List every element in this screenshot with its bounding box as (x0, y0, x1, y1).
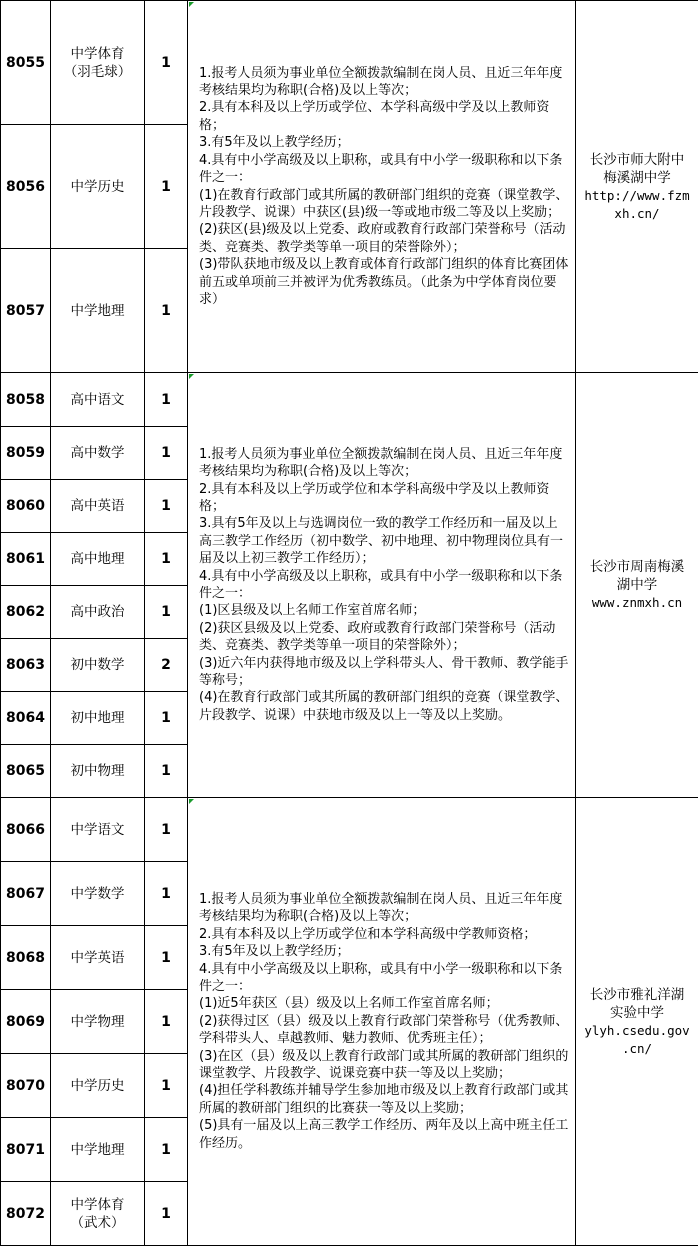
headcount-cell: 1 (145, 1118, 188, 1182)
subject-line: 中学数学 (70, 885, 125, 902)
subject-cell (51, 533, 145, 586)
position-code-cell: 8066 (1, 798, 51, 862)
requirement-line: (1)近5年获区（县）级及以上名师工作室首席名师； (199, 996, 499, 1012)
subject-line: 中学地理 (70, 302, 125, 319)
requirement-line: 4.具有中小学高级及以上职称，或具有中小学一级职称和以下条件之一： (199, 961, 563, 994)
requirement-line: 3.具有5年及以上与选调岗位一致的教学工作经历和一届及以上高三教学工作经历（初中数学、初中地理、初中物理岗位具有一届及以上初三教学工作经历）； (199, 516, 564, 567)
requirements-cell (188, 373, 576, 798)
subject-line: 中学体育 (70, 45, 125, 62)
requirement-line: (1)区县级及以上名师工作室首席名师； (199, 603, 426, 619)
headcount-cell: 1 (145, 1054, 188, 1118)
school-url-line: http://www.fzm (584, 187, 690, 203)
school-cell (576, 373, 698, 798)
headcount-cell: 1 (145, 1182, 188, 1246)
position-code-cell: 8072 (1, 1182, 51, 1246)
position-code-cell: 8061 (1, 533, 51, 586)
subject-line: 中学语文 (70, 821, 125, 838)
position-code-cell: 8062 (1, 586, 51, 639)
subject-cell (51, 926, 145, 990)
subject-cell (51, 586, 145, 639)
subject-cell (51, 990, 145, 1054)
subject-cell (51, 639, 145, 692)
position-code-cell: 8055 (1, 1, 51, 125)
subject-line: 高中地理 (70, 551, 125, 567)
requirement-line: 2.具有本科及以上学历或学位、本学科高级中学及以上教师资格； (199, 100, 550, 133)
requirements-cell (188, 798, 576, 1246)
requirement-line: 1.报考人员须为事业单位全额拨款编制在岗人员、且近三年年度考核结果均为称职(合格)及以上等次； (199, 446, 563, 480)
requirement-line: 3.有5年及以上教学经历； (199, 944, 350, 960)
requirement-line: 4.具有中小学高级及以上职称，或具有中小学一级职称和以下条件之一： (199, 152, 563, 186)
subject-cell (51, 798, 145, 862)
school-cell (576, 798, 698, 1246)
requirements-cell (188, 1, 576, 373)
subject-line: 中学历史 (70, 1077, 125, 1094)
position-code-cell: 8060 (1, 480, 51, 533)
school-name-line: 湖中学 (616, 577, 658, 593)
school-url-line: .cn/ (621, 1040, 653, 1056)
requirement-line: (2)获区县级及以上党委、政府或教育行政部门荣誉称号（活动类、竞赛类、教学类等单一项目的荣誉除外）； (199, 620, 556, 654)
subject-line: 高中数学 (70, 445, 125, 461)
requirement-line: 2.具有本科及以上学历或学位和本学科高级中学及以上教师资格； (199, 481, 550, 514)
subject-line: （武术） (70, 1214, 125, 1231)
headcount-cell: 1 (145, 427, 188, 480)
subject-line: 初中地理 (70, 710, 125, 726)
school-name-line: 实验中学 (610, 1004, 664, 1021)
position-code-cell: 8069 (1, 990, 51, 1054)
school-name-line: 长沙市雅礼洋湖 (589, 986, 685, 1003)
subject-cell (51, 1054, 145, 1118)
subject-line: 高中政治 (70, 604, 125, 620)
headcount-cell: 1 (145, 480, 188, 533)
subject-cell (51, 1, 145, 125)
subject-line: 高中语文 (70, 391, 125, 408)
headcount-cell: 1 (145, 125, 188, 249)
subject-line: 高中英语 (70, 498, 125, 514)
subject-cell (51, 125, 145, 249)
position-code-cell: 8065 (1, 745, 51, 798)
requirement-line: (4)在教育行政部门或其所属的教研部门组织的竞赛（课堂教学、片段教学、说课）中获地市级及以上一等及以上奖励。 (199, 690, 569, 723)
position-code-cell: 8068 (1, 926, 51, 990)
requirement-line: (3)近六年内获得地市级及以上学科带头人、骨干教师、教学能手等称号； (199, 655, 569, 689)
requirement-line: (3)在区（县）级及以上教育行政部门或其所属的教研部门组织的课堂教学、片段教学、说课竞赛中获一等及以上奖励； (199, 1048, 569, 1082)
school-url-line: xh.cn/ (614, 205, 660, 221)
headcount-cell: 1 (145, 745, 188, 798)
subject-line: 初中数学 (70, 657, 125, 673)
position-code-cell: 8070 (1, 1054, 51, 1118)
subject-cell (51, 745, 145, 798)
subject-line: 中学物理 (70, 1013, 125, 1030)
requirement-line: (2)获得过区（县）级及以上教育行政部门荣誉称号（优秀教师、学科带头人、卓越教师、魅力教师、优秀班主任）； (199, 1013, 569, 1047)
headcount-cell: 1 (145, 249, 188, 373)
requirement-line: 1.报考人员须为事业单位全额拨款编制在岗人员、且近三年年度考核结果均为称职(合格)及以上等次； (199, 891, 563, 925)
requirement-line: 1.报考人员须为事业单位全额拨款编制在岗人员、且近三年年度考核结果均为称职(合格)及以上等次； (199, 65, 563, 99)
headcount-cell: 1 (145, 533, 188, 586)
requirement-line: 4.具有中小学高级及以上职称，或具有中小学一级职称和以下条件之一： (199, 568, 563, 601)
school-name-line: 长沙市师大附中 (589, 151, 685, 168)
subject-cell (51, 862, 145, 926)
subject-line: 中学体育 (70, 1196, 125, 1213)
school-name-line: 梅溪湖中学 (603, 169, 671, 186)
requirement-line: (2)获区(县)级及以上党委、政府或教育行政部门荣誉称号（活动类、竞赛类、教学类等单一项目的荣誉除外）； (199, 222, 566, 255)
table-row (1, 373, 698, 427)
subject-cell (51, 427, 145, 480)
position-code-cell: 8058 (1, 373, 51, 427)
requirement-line: (4)担任学科教练并辅导学生参加地市级及以上教育行政部门或其所属的教研部门组织的比赛获一等及以上奖励； (199, 1083, 569, 1116)
position-code-cell: 8064 (1, 692, 51, 745)
headcount-cell: 1 (145, 586, 188, 639)
subject-cell (51, 480, 145, 533)
headcount-cell: 1 (145, 373, 188, 427)
requirement-line: 3.有5年及以上教学经历； (199, 135, 350, 151)
subject-line: （羽毛球） (63, 63, 132, 80)
subject-cell (51, 249, 145, 373)
headcount-cell: 2 (145, 639, 188, 692)
headcount-cell: 1 (145, 1, 188, 125)
table-row (1, 1, 698, 125)
requirement-line: (1)在教育行政部门或其所属的教研部门组织的竞赛（课堂教学、片段教学、说课）中获区(县)级一等或地市级二等及以上奖励； (199, 187, 569, 220)
subject-line: 初中物理 (70, 763, 125, 779)
position-code-cell: 8067 (1, 862, 51, 926)
subject-line: 中学地理 (70, 1141, 125, 1158)
requirement-line: (3)带队获地市级及以上教育或体育行政部门组织的体育比赛团体前五或单项前三并被评为优秀教练员。（此条为中学体育岗位要求） (199, 257, 569, 307)
headcount-cell: 1 (145, 692, 188, 745)
headcount-cell: 1 (145, 798, 188, 862)
subject-cell (51, 1118, 145, 1182)
position-code-cell: 8056 (1, 125, 51, 249)
subject-line: 中学英语 (70, 949, 125, 966)
school-url-line: ylyh.csedu.gov (584, 1022, 690, 1038)
headcount-cell: 1 (145, 862, 188, 926)
headcount-cell: 1 (145, 990, 188, 1054)
table-row (1, 798, 698, 862)
position-code-cell: 8071 (1, 1118, 51, 1182)
position-code-cell: 8063 (1, 639, 51, 692)
subject-line: 中学历史 (70, 178, 125, 195)
subject-cell (51, 692, 145, 745)
subject-cell (51, 373, 145, 427)
school-url-line: www.znmxh.cn (591, 595, 683, 610)
position-code-cell: 8059 (1, 427, 51, 480)
school-cell (576, 1, 698, 373)
position-code-cell: 8057 (1, 249, 51, 373)
school-name-line: 长沙市周南梅溪 (589, 559, 685, 575)
subject-cell (51, 1182, 145, 1246)
headcount-cell: 1 (145, 926, 188, 990)
requirement-line: 2.具有本科及以上学历或学位和本学科高级中学教师资格； (199, 926, 537, 942)
requirement-line: (5)具有一届及以上高三教学工作经历、两年及以上高中班主任工作经历。 (199, 1118, 569, 1151)
